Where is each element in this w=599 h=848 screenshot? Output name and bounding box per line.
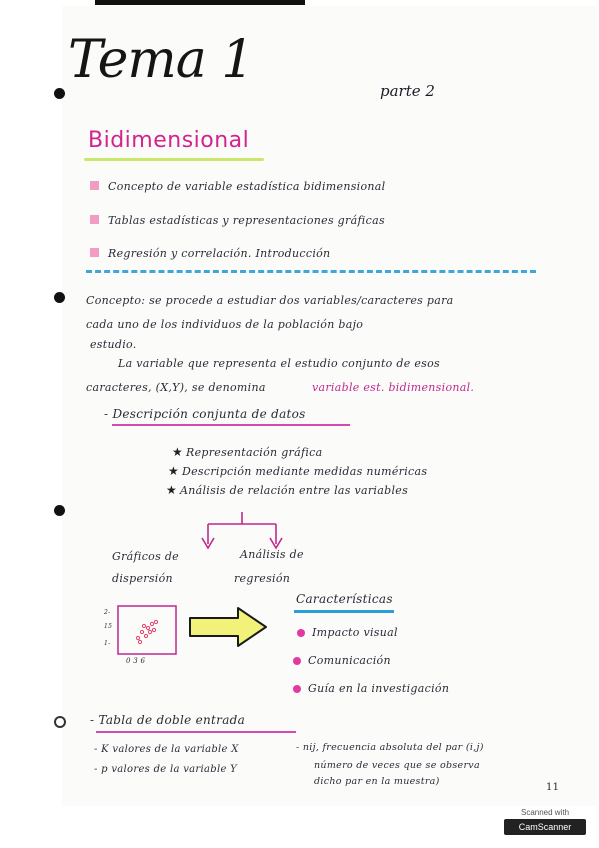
feature-item: Comunicación <box>308 654 391 667</box>
features-heading: Características <box>296 592 393 606</box>
section-heading: Bidimensional <box>88 128 250 153</box>
table-note: dicho par en la muestra) <box>314 776 440 787</box>
scan-edge <box>95 0 305 5</box>
feature-bullet <box>297 629 305 637</box>
table-note: - K valores de la variable X <box>94 744 239 755</box>
branch-label: regresión <box>234 572 291 585</box>
arrow-icon <box>186 604 270 650</box>
branch-label: Análisis de <box>240 548 304 561</box>
topic-item: Tablas estadísticas y representaciones gráficas <box>108 214 385 227</box>
heading-underline <box>96 731 296 733</box>
axis-ticks: 0 3 6 <box>126 657 146 665</box>
topic-bullet <box>90 248 99 257</box>
heading-underline <box>294 610 394 613</box>
feature-item: Guía en la investigación <box>308 682 450 695</box>
branch-label: dispersión <box>112 572 173 585</box>
axis-tick: 1- <box>104 640 111 647</box>
section-divider <box>86 270 536 273</box>
table-note: - p valores de la variable Y <box>94 764 238 775</box>
axis-tick: 15 <box>104 623 113 630</box>
subsection-heading: - Tabla de doble entrada <box>90 713 246 727</box>
table-note: - nij, frecuencia absoluta del par (i,j) <box>296 742 484 753</box>
description-item: Descripción mediante medidas numéricas <box>182 465 428 478</box>
page-title: Tema 1 <box>68 30 254 90</box>
concept-line: La variable que representa el estudio conjunto de esos <box>118 357 440 370</box>
heading-underline <box>112 424 350 426</box>
concept-line: cada uno de los individuos de la población bajo <box>86 318 364 331</box>
highlighted-term: variable est. bidimensional. <box>312 381 475 394</box>
binder-hole <box>54 88 65 99</box>
subsection-heading: - Descripción conjunta de datos <box>104 407 306 421</box>
star-icon: ★ <box>166 483 177 497</box>
page-subtitle: parte 2 <box>380 82 435 100</box>
topic-item: Concepto de variable estadística bidimensional <box>108 180 386 193</box>
feature-bullet <box>293 657 301 665</box>
watermark-caption: Scanned with <box>520 808 570 817</box>
description-item: Representación gráfica <box>186 446 323 459</box>
binder-hole <box>54 292 65 303</box>
star-icon: ★ <box>172 445 183 459</box>
heading-underline <box>84 158 264 161</box>
feature-bullet <box>293 685 301 693</box>
topic-bullet <box>90 215 99 224</box>
concept-line: Concepto: se procede a estudiar dos variables/caracteres para <box>86 294 454 307</box>
description-item: Análisis de relación entre las variables <box>180 484 409 497</box>
concept-line: caracteres, (X,Y), se denomina <box>86 381 266 394</box>
table-note: número de veces que se observa <box>314 760 480 771</box>
topic-bullet <box>90 181 99 190</box>
branch-label: Gráficos de <box>112 550 179 563</box>
binder-hole <box>54 716 66 728</box>
scanner-watermark <box>504 808 586 838</box>
watermark-brand: CamScanner <box>504 819 586 835</box>
topic-item: Regresión y correlación. Introducción <box>108 247 331 260</box>
page-number: 11 <box>546 782 560 793</box>
star-icon: ★ <box>168 464 179 478</box>
feature-item: Impacto visual <box>312 626 398 639</box>
axis-tick: 2- <box>104 609 111 616</box>
concept-line: estudio. <box>90 338 137 351</box>
binder-hole <box>54 505 65 516</box>
